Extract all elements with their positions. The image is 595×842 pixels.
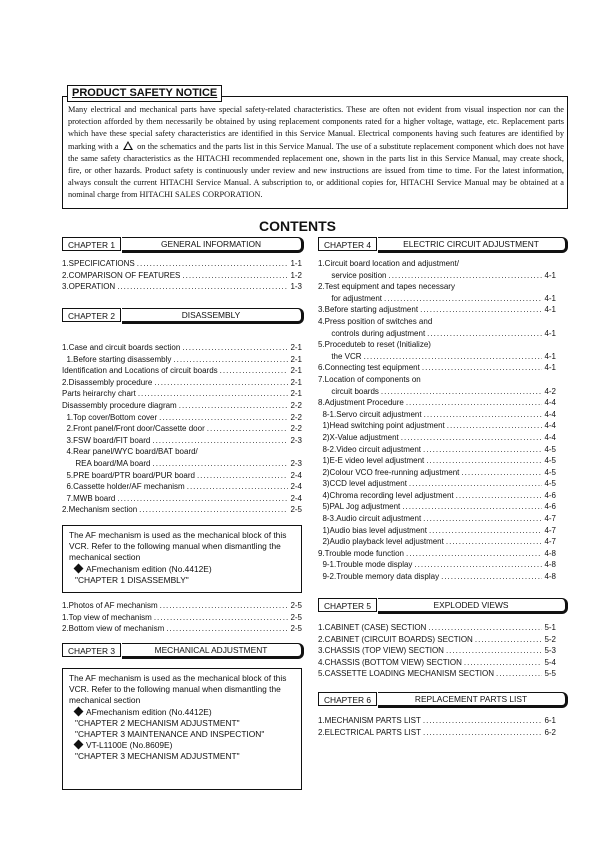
toc-entry-title: 9-2.Trouble memory data display [318, 572, 440, 582]
toc-entry [318, 339, 556, 351]
diamond-bullet-icon [74, 740, 84, 750]
toc-chapter-1 [62, 258, 302, 293]
toc-entry-page: 4-6 [544, 502, 556, 512]
toc-entry [318, 270, 556, 282]
toc-entry [62, 623, 302, 635]
leader-dots [381, 386, 543, 398]
toc-entry-page: 4-5 [544, 456, 556, 466]
toc-entry-page: 5-2 [544, 634, 556, 644]
toc-entry-title: 2.ELECTRICAL PARTS LIST [318, 727, 421, 737]
leader-dots [138, 388, 289, 400]
toc-entry-page: 5-5 [544, 669, 556, 679]
chapter-label: CHAPTER 5 [318, 598, 377, 612]
note-ref: "CHAPTER 1 DISASSEMBLY" [75, 574, 189, 585]
toc-entry-title: 3.CHASSIS (TOP VIEW) SECTION [318, 646, 444, 656]
toc-entry-title: Disassembly procedure diagram [62, 400, 177, 410]
diamond-bullet-icon [74, 563, 84, 573]
toc-entry [318, 513, 556, 525]
toc-entry-title: 4.Press position of switches and [318, 316, 433, 326]
toc-chapter-2 [62, 342, 302, 516]
toc-entry [318, 362, 556, 374]
toc-entry-title: 2)Audio playback level adjustment [318, 537, 444, 547]
leader-dots [117, 493, 288, 505]
toc-entry-title: 2.Bottom view of mechanism [62, 624, 165, 634]
toc-entry-title: 8.Adjustment Procedure [318, 398, 404, 408]
toc-entry-title: service position [318, 270, 387, 280]
toc-entry-title: 8-3.Audio circuit adjustment [318, 514, 422, 524]
toc-entry-page: 2-5 [290, 505, 302, 515]
diamond-bullet-icon [74, 706, 84, 716]
toc-entry [318, 715, 556, 727]
toc-entry-page: 2-2 [290, 400, 302, 410]
toc-entry-title: 9.Trouble mode function [318, 548, 404, 558]
toc-entry-page: 4-7 [544, 514, 556, 524]
toc-entry [62, 481, 302, 493]
chapter-name: DISASSEMBLY [181, 310, 241, 320]
toc-entry-page: 4-5 [544, 479, 556, 489]
note-line: VCR. Refer to the following manual when dismantling the [69, 684, 281, 695]
toc-chapter-5 [318, 622, 556, 680]
toc-entry [62, 354, 302, 366]
leader-dots [139, 504, 288, 516]
leader-dots [402, 501, 542, 513]
chapter-6-header [318, 692, 568, 708]
toc-entry-title: 5)PAL Jog adjustment [318, 502, 401, 512]
toc-entry-title: 2)X-Value adjustment [318, 432, 399, 442]
toc-entry-page: 1-1 [290, 259, 302, 268]
toc-entry-title: for adjustment [318, 293, 383, 303]
toc-entry [62, 435, 302, 447]
toc-entry-title: 7.MWB board [62, 493, 116, 503]
leader-dots [159, 412, 288, 424]
toc-entry [62, 377, 302, 389]
toc-entry-page: 4-1 [544, 363, 556, 373]
toc-entry-page: 4-7 [544, 525, 556, 535]
toc-entry-title: 8-2.Video circuit adjustment [318, 444, 422, 454]
toc-entry-title: 1)E-E video level adjustment [318, 456, 425, 466]
toc-entry-title: 3)CCD level adjustment [318, 479, 407, 489]
leader-dots [427, 328, 542, 340]
chapter-name: GENERAL INFORMATION [160, 239, 262, 249]
leader-dots [420, 304, 542, 316]
toc-entry [318, 645, 556, 657]
leader-dots [409, 478, 543, 490]
leader-dots [166, 623, 288, 635]
leader-dots [423, 513, 542, 525]
toc-entry-page: 4-1 [544, 270, 556, 280]
leader-dots [446, 645, 542, 657]
chapter-label: CHAPTER 2 [62, 308, 121, 322]
leader-dots [384, 293, 542, 305]
toc-entry [318, 657, 556, 669]
chapter-label: CHAPTER 1 [62, 237, 121, 251]
toc-entry [318, 668, 556, 680]
chapter-label: CHAPTER 3 [62, 643, 121, 657]
toc-entry [62, 258, 302, 270]
toc-entry-page: 4-6 [544, 490, 556, 500]
toc-entry [62, 446, 302, 458]
contents-title: CONTENTS [259, 218, 336, 234]
toc-entry-page: 4-7 [544, 537, 556, 547]
toc-entry [62, 612, 302, 624]
toc-entry-page: 2-5 [290, 612, 302, 622]
toc-entry [318, 304, 556, 316]
toc-entry-title: 2.COMPARISON OF FEATURES [62, 270, 181, 280]
leader-dots [441, 571, 542, 583]
chapter-name: REPLACEMENT PARTS LIST [414, 694, 528, 704]
toc-entry-title: 5.Proceduteb to reset (Initialize) [318, 340, 431, 350]
toc-entry-title: 9-1.Trouble mode display [318, 560, 413, 570]
toc-entry [318, 397, 556, 409]
leader-dots [423, 727, 542, 739]
leader-dots [446, 536, 543, 548]
toc-entry-page: 4-1 [544, 305, 556, 315]
leader-dots [154, 377, 288, 389]
toc-entry [318, 374, 556, 386]
toc-entry-title: 1.SPECIFICATIONS [62, 259, 135, 268]
note-line: The AF mechanism is used as the mechanical block of this [69, 530, 287, 540]
chapter-name: EXPLODED VIEWS [433, 600, 509, 610]
toc-entry-title: 3.OPERATION [62, 282, 116, 292]
toc-entry-title: 1)Audio bias level adjustment [318, 525, 427, 535]
toc-entry [318, 501, 556, 513]
toc-entry-page: 2-5 [290, 601, 302, 610]
toc-entry [62, 412, 302, 424]
toc-entry [318, 727, 556, 739]
toc-entry [62, 270, 302, 282]
toc-entry [318, 536, 556, 548]
leader-dots [197, 470, 288, 482]
toc-entry-page: 2-1 [290, 343, 302, 352]
toc-entry-page: 4-5 [544, 444, 556, 454]
chapter-5-header [318, 598, 568, 614]
note-ref: "CHAPTER 2 MECHANISM ADJUSTMENT" [75, 717, 240, 728]
toc-chapter-4 [318, 258, 556, 583]
toc-entry-title: 1.Case and circuit boards section [62, 343, 181, 352]
toc-entry-page: 2-1 [290, 377, 302, 387]
toc-entry [318, 478, 556, 490]
leader-dots [182, 270, 288, 282]
toc-entry [318, 634, 556, 646]
warning-triangle-icon [123, 141, 133, 150]
toc-entry-page: 2-2 [290, 412, 302, 422]
leader-dots [153, 458, 289, 470]
leader-dots [179, 400, 289, 412]
toc-entry [318, 258, 556, 270]
toc-entry-page: 5-4 [544, 657, 556, 667]
toc-entry-page: 4-1 [544, 293, 556, 303]
toc-entry-page: 4-8 [544, 560, 556, 570]
leader-dots [154, 612, 289, 624]
toc-entry-title: 4.Rear panel/WYC board/BAT board/ [62, 447, 198, 457]
leader-dots [423, 444, 542, 456]
toc-entry-page: 4-8 [544, 572, 556, 582]
chapter-4-header [318, 237, 568, 253]
toc-entry [62, 281, 302, 293]
leader-dots [364, 351, 543, 363]
toc-entry-page: 4-4 [544, 409, 556, 419]
toc-entry-title: 2.Front panel/Front door/Cassette door [62, 424, 205, 434]
toc-entry-title: controls during adjustment [318, 328, 426, 338]
chapter-label: CHAPTER 4 [318, 237, 377, 251]
leader-dots [461, 467, 542, 479]
leader-dots [187, 481, 289, 493]
toc-entry [62, 365, 302, 377]
toc-entry-page: 4-4 [544, 398, 556, 408]
toc-entry-page: 2-1 [290, 354, 302, 364]
toc-entry-title: 7.Location of components on [318, 374, 421, 384]
mechanism-note-1 [62, 525, 302, 593]
toc-chapter-6 [318, 715, 556, 738]
note-ref: VT-L1100E (No.8609E) [86, 740, 173, 751]
leader-dots [426, 455, 542, 467]
leader-dots [475, 634, 543, 646]
toc-entry-title: the VCR [318, 351, 362, 361]
toc-entry [318, 455, 556, 467]
toc-entry-page: 5-3 [544, 646, 556, 656]
toc-entry-title: Identification and Locations of circuit boards [62, 366, 218, 376]
toc-entry-title: Parts heirarchy chart [62, 389, 136, 399]
toc-entry-page: 6-2 [544, 727, 556, 737]
toc-entry-title: 1.Top view of mechanism [62, 612, 152, 622]
toc-entry [318, 351, 556, 363]
leader-dots [137, 258, 289, 270]
toc-entry-title: 1.MECHANISM PARTS LIST [318, 716, 421, 725]
toc-entry-page: 4-5 [544, 467, 556, 477]
toc-entry-page: 4-8 [544, 548, 556, 558]
leader-dots [160, 600, 289, 612]
toc-entry-page: 2-4 [290, 470, 302, 480]
toc-entry-title: 1.Top cover/Bottom cover [62, 412, 158, 422]
toc-entry [318, 548, 556, 560]
note-line: mechanical section [69, 695, 141, 706]
toc-entry [318, 559, 556, 571]
notice-text-2: on the schematics and the parts list in this Service Manual. The use of a substitute replacement component which does not have the same safety characteristics as the HITACHI recommended replacement one, shown in the parts list in this Service Manual, may create shock, fire, or other hazards. Product safety is continuously under review and new instructions are issued from time to time. For the latest information, always consult the current HITACHI Service Manual. A subscription to, or additional copies for, HITACHI Service Manual may be obtained at a nominal charge from HITACHI SALES CORPORATION. [68, 141, 564, 200]
toc-entry [62, 600, 302, 612]
leader-dots [424, 409, 543, 421]
chapter-label: CHAPTER 6 [318, 692, 377, 706]
leader-dots [152, 435, 288, 447]
toc-entry [318, 316, 556, 328]
toc-entry [318, 409, 556, 421]
notice-body [68, 104, 564, 202]
toc-entry [62, 493, 302, 505]
toc-entry-title: 1.CABINET (CASE) SECTION [318, 623, 427, 632]
toc-entry-title: 1.Photos of AF mechanism [62, 601, 158, 610]
chapter-name: MECHANICAL ADJUSTMENT [154, 645, 268, 655]
toc-entry-page: 2-2 [290, 424, 302, 434]
toc-entry-page: 4-2 [544, 386, 556, 396]
toc-entry [318, 386, 556, 398]
toc-entry-title: REA board/MA board [62, 458, 151, 468]
toc-entry [318, 490, 556, 502]
toc-entry [318, 328, 556, 340]
toc-entry [62, 504, 302, 516]
toc-entry [318, 525, 556, 537]
toc-entry-title: 6.Connecting test equipment [318, 363, 420, 373]
note-ref: "CHAPTER 3 MAINTENANCE AND INSPECTION" [75, 729, 265, 740]
notice-title: PRODUCT SAFETY NOTICE [67, 85, 222, 102]
leader-dots [429, 525, 542, 537]
leader-dots [182, 342, 288, 354]
leader-dots [207, 423, 289, 435]
toc-entry-page: 6-1 [544, 716, 556, 725]
toc-chapter-2-mechanism [62, 600, 302, 635]
leader-dots [428, 622, 542, 634]
toc-entry [62, 388, 302, 400]
toc-entry-page: 4-1 [544, 351, 556, 361]
leader-dots [220, 365, 289, 377]
leader-dots [456, 490, 543, 502]
leader-dots [496, 668, 542, 680]
toc-entry-page: 1-3 [290, 282, 302, 292]
leader-dots [464, 657, 543, 669]
leader-dots [401, 432, 543, 444]
toc-entry [318, 293, 556, 305]
toc-entry-title: 2.Test equipment and tapes necessary [318, 282, 455, 292]
toc-entry [318, 281, 556, 293]
toc-entry-title: 2.Mechanism section [62, 505, 138, 515]
leader-dots [117, 281, 288, 293]
leader-dots [406, 548, 542, 560]
toc-entry-title: 3.Before starting adjustment [318, 305, 419, 315]
toc-entry-page: 2-3 [290, 458, 302, 468]
toc-entry [318, 444, 556, 456]
toc-entry [318, 420, 556, 432]
leader-dots [447, 420, 543, 432]
toc-entry-title: 2.Disassembly procedure [62, 377, 153, 387]
note-line: The AF mechanism is used as the mechanical block of this [69, 673, 287, 683]
toc-entry-page: 4-4 [544, 421, 556, 431]
toc-entry-page: 2-4 [290, 493, 302, 503]
mechanism-note-2 [62, 668, 302, 790]
chapter-3-header [62, 643, 304, 659]
toc-entry [62, 400, 302, 412]
leader-dots [388, 270, 542, 282]
toc-entry-title: 5.CASSETTE LOADING MECHANISM SECTION [318, 669, 495, 679]
toc-entry-title: 4.CHASSIS (BOTTOM VIEW) SECTION [318, 657, 462, 667]
toc-entry [62, 470, 302, 482]
chapter-1-header [62, 237, 304, 253]
toc-entry-page: 4-4 [544, 432, 556, 442]
leader-dots [414, 559, 542, 571]
toc-entry-title: circuit boards [318, 386, 379, 396]
toc-entry-page: 2-1 [290, 389, 302, 399]
toc-entry-page: 1-2 [290, 270, 302, 280]
toc-entry-page: 2-3 [290, 435, 302, 445]
toc-entry-page: 2-1 [290, 366, 302, 376]
leader-dots [423, 715, 543, 727]
toc-entry-title: 2)Colour VCO free-running adjustment [318, 467, 460, 477]
note-ref: "CHAPTER 3 MECHANISM ADJUSTMENT" [75, 751, 240, 762]
leader-dots [422, 362, 543, 374]
note-ref: AFmechanism edition (No.4412E) [86, 706, 212, 717]
toc-entry [318, 622, 556, 634]
toc-entry [62, 342, 302, 354]
toc-entry [62, 458, 302, 470]
note-line: VCR. Refer to the following manual when dismantling the [69, 541, 281, 552]
toc-entry-title: 6.Cassette holder/AF mechanism [62, 482, 185, 492]
toc-entry [318, 432, 556, 444]
product-safety-notice [62, 87, 568, 209]
toc-entry-title: 8-1.Servo circuit adjustment [318, 409, 422, 419]
toc-entry-page: 4-1 [544, 328, 556, 338]
toc-entry-title: 3.FSW board/FIT board [62, 435, 151, 445]
leader-dots [173, 354, 288, 366]
toc-entry [62, 423, 302, 435]
toc-entry-title: 4)Chroma recording level adjustment [318, 490, 454, 500]
toc-entry-title: 2.CABINET (CIRCUIT BOARDS) SECTION [318, 634, 473, 644]
note-line: mechanical section [69, 552, 141, 563]
chapter-name: ELECTRIC CIRCUIT ADJUSTMENT [403, 239, 539, 249]
toc-entry [318, 467, 556, 479]
toc-entry-page: 2-4 [290, 482, 302, 492]
toc-entry-title: 1)Head switching point adjustment [318, 421, 445, 431]
toc-entry-page: 5-1 [544, 623, 556, 632]
toc-entry-title: 1.Circuit board location and adjustment/ [318, 259, 459, 268]
chapter-2-header [62, 308, 304, 324]
toc-entry-title: 5.PRE board/PTR board/PUR board [62, 470, 195, 480]
toc-entry-page: 2-5 [290, 624, 302, 634]
note-ref: AFmechanism edition (No.4412E) [86, 563, 212, 574]
notice-text-1: Many electrical and mechanical parts have special safety-related characteristics. These are often not evident from visual inspection nor can the protection afforded by them necessarily be obtained by using replacement components rated for a higher voltage, wattage, etc. Replacement parts which have these special safety characteristics are identified in this Service Manual. Electrical components having such features are identified by marking with a [68, 105, 564, 151]
toc-entry-title: 1.Before starting disassembly [62, 354, 172, 364]
toc-entry [318, 571, 556, 583]
leader-dots [406, 397, 543, 409]
